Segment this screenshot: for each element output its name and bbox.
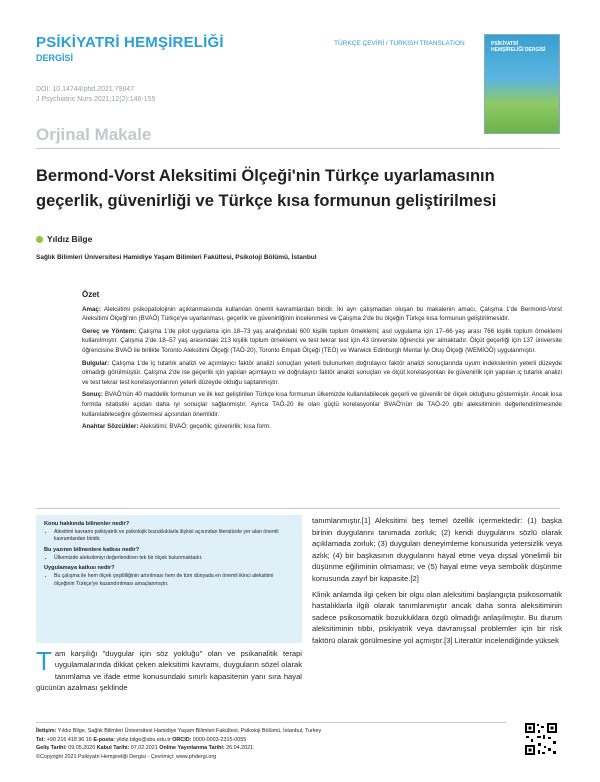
footer-correspondence <box>36 727 506 736</box>
footer <box>36 727 506 761</box>
author <box>36 234 92 244</box>
correspondence-label: İletişim: <box>36 728 57 734</box>
qr-code-icon <box>524 722 558 756</box>
conclusion-text: BVAÖ'nün 40 maddelik formunun ve ilk kez geliştirilen Türkçe kısa formunun ülkemizde kullanılabilecek geçerli ve güvenilir bir ölçek olduğunu göstermiştir. Ancak kısa formda istatistiki açıdan daha iyi sonuçlar sağlanmıştır. Ayrıca TAÖ-20 ile olan güçlü korelasyonlar BVAÖ'nün de TAÖ-20 gibi aleksitiminin değerlendirilmesinde kullanılabileceğini göstermesi açısından önemlidir. <box>82 391 562 418</box>
journal-subtitle: DERGİSİ <box>36 53 74 63</box>
box-answer: • Bu çalışma ile hem ölçek çeşitliliğinin artırılması hem de tüm dünyada en önemli ikinci aleksitimi ölçeğinin Türkçe'ye kazandırılması amaçlanmıştır. <box>54 573 294 588</box>
author-name: Yıldız Bilge <box>47 234 93 244</box>
dropcap: T <box>36 646 52 676</box>
methods-text: Çalışma 1'de pilot uygulama için 18–73 yaş aralığındaki 600 kişilik toplum örneklemi; asıl uygulama için 17–66 yaş arası 766 kişilik toplum örneklemi kullanılmıştır. Çalışma 2'de 18–57 yaş arasındaki 213 kişilik toplum örneklemi ve test tekrar test için 43 üniversite öğrencisi yer almaktadır. Ölçüt geçerliği için 137 üniversite öğrencisine BVAÖ ile birlikte Toronto Aleksitimi Ölçeği (TAÖ-20), Toronto Empati Ölçeği (TEÖ) ve Warwick Edinburgh Mental İyi Oluş Ölçeği (WEMİOÖ) uygulanmıştır. <box>82 327 562 354</box>
abstract-heading: Özet <box>82 290 100 299</box>
translation-label: TÜRKÇE ÇEVİRİ / TURKISH TRANSLATION <box>334 40 465 47</box>
copyright: ©Copyright 2021 Psikiyatri Hemşireliği Dergisi - Çevrimiçi: www.phdergi.org <box>36 753 217 760</box>
footer-dates <box>36 744 506 753</box>
article-title: Bermond-Vorst Aleksitimi Ölçeği'nin Türkçe uyarlamasının geçerlik, güvenirliği ve Türkçe kısa formunun geliştirilmesi <box>36 167 497 210</box>
affiliation: Sağlık Bilimleri Üniversitesi Hamidiye Yaşam Bilimleri Fakültesi, Psikoloji Bölümü, İstanbul <box>36 254 317 261</box>
email-label: E-posta: <box>93 736 115 743</box>
citation: J Psychiatric Nurs 2021;12(2):146-155 <box>36 96 156 103</box>
body-text: am karşılığı "duygular için söz yokluğu" olan ve psikanalitik terapi uygulamalarında dikkat çeken aleksitimi kavramı, duyguların sözel olarak tanımlama ve ifade etme konusundaki sınırlı kapasitenin yanı sıra hayal gücünün azalması şeklinde <box>36 649 302 693</box>
tel-value: +90 216 418 96 16 <box>46 736 92 743</box>
doi[interactable]: DOI: 10.14744/phd.2021.79847 <box>36 86 135 93</box>
keywords-label: Anahtar Sözcükler: <box>82 423 139 431</box>
doi-block <box>36 85 155 105</box>
keywords-text: Aleksitimi; BVAÖ; geçerlik; güvenirlik; kısa form. <box>139 423 272 431</box>
journal-title: PSİKİYATRİ HEMŞİRELİĞİ <box>36 34 224 51</box>
abstract <box>82 290 562 435</box>
footer-contact <box>36 736 506 745</box>
abstract-methods <box>82 327 562 356</box>
cover-title: PSİKİYATRİ HEMŞİRELİĞİ DERGİSİ <box>491 41 546 53</box>
abstract-results <box>82 359 562 388</box>
box-answer: • Ülkemizde aleksitimiyi değerlendiren tek bir ölçek bulunmaktadır. <box>54 555 294 562</box>
author-bullet-icon <box>36 236 43 243</box>
tel-label: Tel: <box>36 736 46 743</box>
received-date: 09.05.2020 <box>68 745 96 752</box>
divider <box>36 148 560 149</box>
abstract-keywords <box>82 422 562 432</box>
results-text: Çalışma 1'de iç tutarlık analizi ve açımlayıcı faktör analizi sonuçları yeterli bulunurken doğrulayıcı faktör analizi sonuçlarında uyum indekslerinin yeterli düzeyde olmadığı görülmüştür. Çalışma 2'de ise geçerlik için yapılan açımlayıcı ve doğrulayıcı faktör analizi sonuçları ve ölçüt korelasyonları ile güvenirlik için yapılan iç tutarlık analizi ve test tekrar test korelasyonlarının yeterli düzeyde olduğu saptanmıştır. <box>82 359 562 386</box>
accepted-label: Kabul Tarihi: <box>96 745 130 752</box>
section-label: Orjinal Makale <box>36 125 152 144</box>
aim-label: Amaç: <box>82 305 101 313</box>
box-answer: • Alexitimi kavramı psikiyatrik ve psikolojik bozukluklarla ilişkisi açısından literatürde yer alan önemli kavramlardan biridir. <box>54 529 294 544</box>
aim-text: Aleksitimi psikopatolojinin açıklanmasında kullanılan önemli kavramlardan biridir. İki ayrı çalışmadan oluşan bu makalenin amacı, Çalışma 1'de Bermond-Vorst Aleksitimi Ölçeği'nin (BVAÖ) Türkçe'ye uyarlanması, geçerlik ve güvenirliğinin incelenmesi ve Çalışma 2'de bu ölçeğin Türkçe kısa formunun geliştirilmesidir. <box>82 305 562 323</box>
body-paragraph: Klinik anlamda ilgi çeken bir olgu olan aleksitimi başlangıçta psikosomatik hastalıklarla ilgili olarak tanımlanmıştır ancak daha sonra aleksitiminin sadece psikosomatik bozukluklara özgü olmadığı anlaşılmıştır. Bu durum aleksitiminin tıbbi, psikiyatrik veya davranışsal problemler için bir risk faktörü olarak görülmesine yol açmıştır.[3] Literatür incelendiğinde yüksek <box>312 589 562 645</box>
accepted-date: 07.02.2021 <box>130 745 158 752</box>
body-column-left <box>36 648 302 694</box>
methods-label: Gereç ve Yöntem: <box>82 327 137 335</box>
body-column-right <box>312 515 562 651</box>
key-points-box <box>36 515 302 643</box>
box-question: Uygulamaya katkısı nedir? <box>44 565 115 572</box>
conclusion-label: Sonuç: <box>82 391 103 399</box>
orcid-link[interactable]: 0000-0003-2315-0055 <box>192 736 247 743</box>
received-label: Geliş Tarihi: <box>36 745 67 752</box>
email-link[interactable]: yildiz.bilge@sbu.edu.tr <box>116 736 171 743</box>
divider <box>36 722 506 723</box>
online-date: 26.04.2021 <box>226 745 254 752</box>
divider <box>36 508 560 509</box>
abstract-conclusion <box>82 390 562 419</box>
journal-cover-image <box>484 34 560 134</box>
box-question: Bu yazının bilinenlere katkısı nedir? <box>44 546 140 553</box>
orcid-label: ORCID: <box>172 736 192 743</box>
box-question: Konu hakkında bilinenler nedir? <box>44 521 130 527</box>
correspondence-text: Yıldız Bilge, Sağlık Bilimleri Üniversitesi Hamidiye Yaşam Bilimleri Fakültesi, Psikoloji Bölümü, İstanbul, Turkey <box>57 728 322 734</box>
body-paragraph: tanımlanmıştır.[1] Aleksitimi beş temel özellik içermektedir: (1) başka birinin duygularını tanımada zorluk; (2) kendi duygularını sözlü olarak açıklamada zorluk; (3) duyguları deneyimleme konusunda yetersizlik veya azlık; (4) bir başkasının duygularını hayal etme veya dışsal yönelimli bir düşünme eğiliminin olmaması; ve (5) hayal etme veya sembolik düşünme konusunda zayıf bir kapasite.[2] <box>312 516 562 583</box>
online-label: Online Yayınlanma Tarihi: <box>159 745 225 752</box>
abstract-aim <box>82 305 562 324</box>
results-label: Bulgular: <box>82 359 110 367</box>
